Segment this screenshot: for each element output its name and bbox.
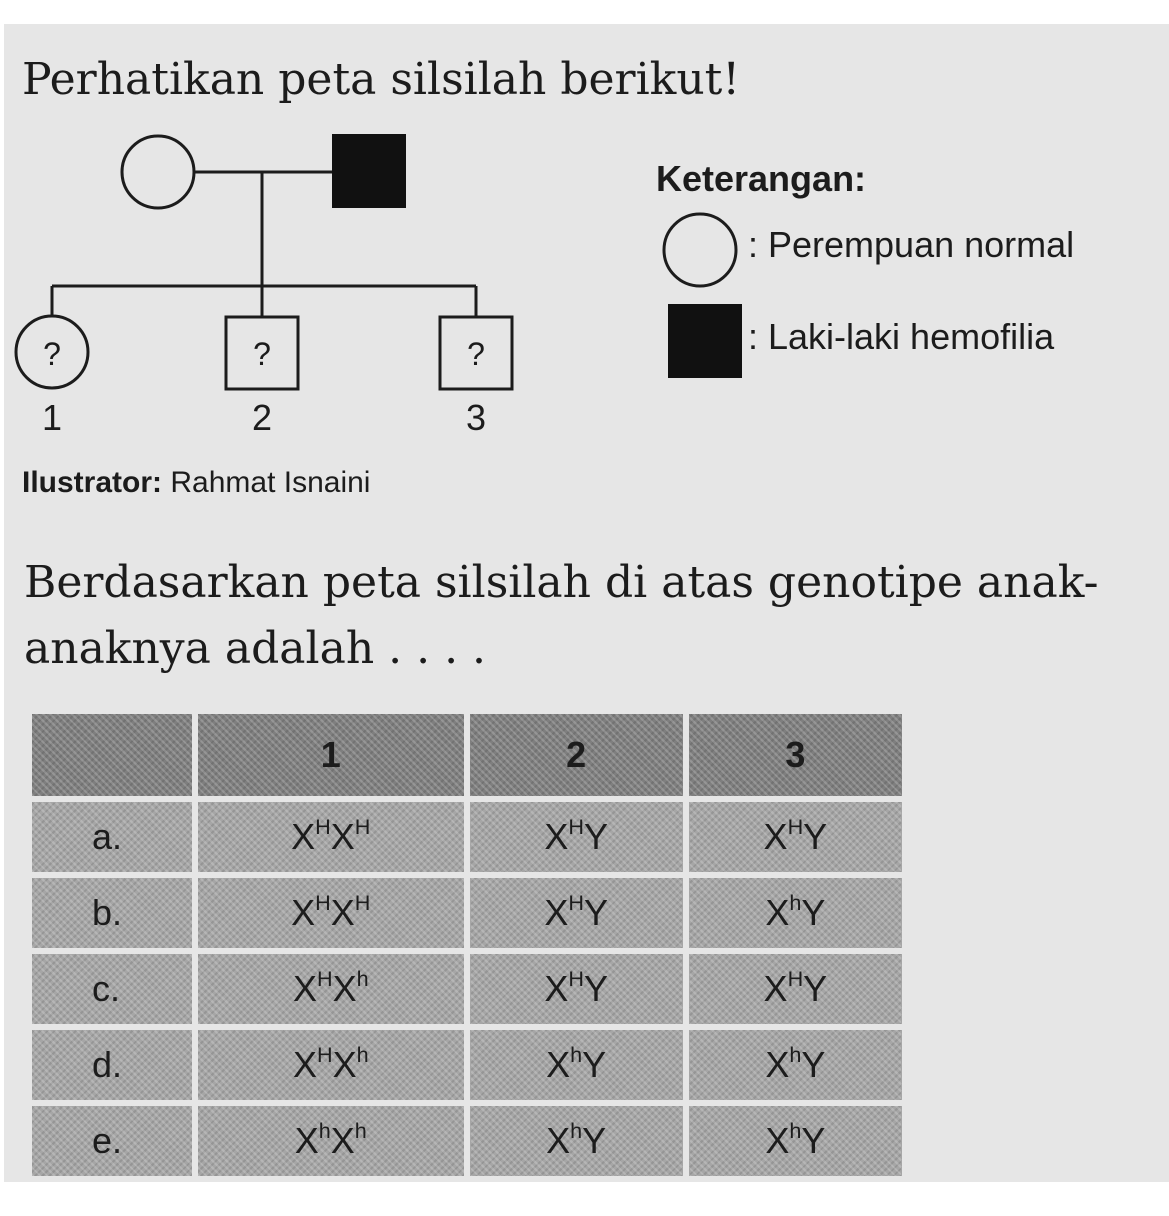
genotype-cell: $X^HY$: [470, 802, 683, 872]
child-1-label: 1: [41, 397, 63, 438]
child-1-mark: ?: [43, 336, 61, 372]
option-letter: b.: [32, 878, 192, 948]
table-row: [32, 878, 902, 948]
table-header-row: [32, 714, 902, 796]
illustrator-label: Ilustrator:: [22, 466, 163, 499]
genotype-cell: $X^HX^H$: [198, 878, 464, 948]
father-hemophilia-male-symbol: [332, 134, 406, 208]
table-row: [32, 1106, 902, 1176]
legend-normal-female-label: : Perempuan normal: [748, 224, 1075, 265]
genotype-cell: $X^hY$: [689, 878, 902, 948]
table-row: [32, 1030, 902, 1100]
mother-normal-female-symbol: [122, 136, 194, 208]
header-cell-child-2: 2: [470, 714, 683, 796]
option-letter: e.: [32, 1106, 192, 1176]
option-letter: d.: [32, 1030, 192, 1100]
table-row: [32, 954, 902, 1024]
genotype-cell: $X^hX^h$: [198, 1106, 464, 1176]
child-3-label: 3: [465, 397, 487, 438]
child-3-mark: ?: [467, 336, 485, 372]
header-cell-empty: [32, 714, 192, 796]
genotype-cell: $X^hY$: [689, 1106, 902, 1176]
genotype-cell: $X^HY$: [470, 954, 683, 1024]
header-cell-child-1: 1: [198, 714, 464, 796]
genotype-cell: $X^HY$: [689, 954, 902, 1024]
child-2-label: 2: [251, 397, 273, 438]
option-letter: a.: [32, 802, 192, 872]
legend-hemophilia-male-symbol: [668, 304, 742, 378]
genotype-cell: $X^hY$: [470, 1106, 683, 1176]
header-cell-child-3: 3: [689, 714, 902, 796]
legend-title: Keterangan:: [656, 158, 867, 199]
answer-options-table: [26, 708, 908, 1182]
question-body: Berdasarkan peta silsilah di atas genotipe anak-anaknya adalah . . . .: [24, 557, 1099, 674]
genotype-cell: $X^hY$: [470, 1030, 683, 1100]
genotype-cell: $X^HX^h$: [198, 1030, 464, 1100]
illustrator-credit: [22, 466, 370, 500]
genotype-cell: $X^HX^H$: [198, 802, 464, 872]
illustrator-name: Rahmat Isnaini: [170, 466, 371, 499]
genotype-cell: $X^HX^h$: [198, 954, 464, 1024]
genotype-cell: $X^HY$: [689, 802, 902, 872]
legend-normal-female-symbol: [664, 214, 736, 286]
genotype-cell: $X^HY$: [470, 878, 683, 948]
question-page: [4, 24, 1169, 1182]
table-row: [32, 802, 902, 872]
legend-hemophilia-male-label: : Laki-laki hemofilia: [748, 316, 1055, 357]
question-title: Perhatikan peta silsilah berikut!: [22, 54, 741, 105]
genotype-cell: $X^hY$: [689, 1030, 902, 1100]
child-2-mark: ?: [253, 336, 271, 372]
option-letter: c.: [32, 954, 192, 1024]
